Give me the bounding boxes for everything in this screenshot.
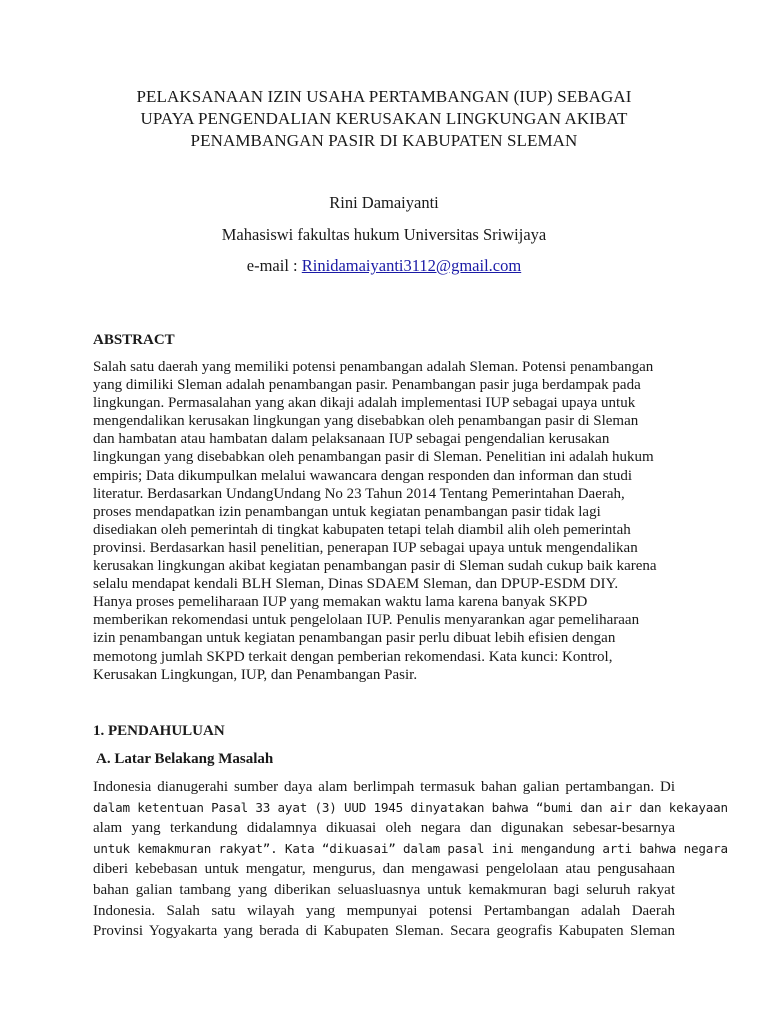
email-link[interactable]: Rinidamaiyanti3112@gmail.com [301,256,522,275]
abstract-line: lingkungan. Permasalahan yang akan dikaji adalah implementasi IUP sebagai upaya untuk [93,395,636,412]
abstract-line: yang dimiliki Sleman adalah penambangan pasir. Penambangan pasir juga berdampak pada [93,377,641,394]
author-name: Rini Damaiyanti [329,193,439,212]
body-line: bahan galian tambang yang diberikan seluasluasnya untuk kemakmuran bagi seluruh rakyat [93,881,675,898]
abstract-line: literatur. Berdasarkan UndangUndang No 23 Tahun 2014 Tentang Pemerintahan Daerah, [93,485,625,502]
author-affiliation: Mahasiswi fakultas hukum Universitas Sriwijaya [221,225,547,244]
abstract-line: dan hambatan atau hambatan dalam pelaksanaan IUP sebagai pengendalian kerusakan [93,431,610,448]
section-heading: 1. PENDAHULUAN [93,723,225,739]
abstract-line: empiris; Data dikumpulkan melalui wawancara dengan responden dan informan dan studi [93,467,633,484]
paper-title [60,86,708,152]
body-line: Indonesia. Salah satu wilayah yang mempunyai potensi Pertambangan adalah Daerah [93,902,675,919]
title-line: UPAYA PENGENDALIAN KERUSAKAN LINGKUNGAN AKIBAT [140,109,628,128]
body-line: Indonesia dianugerahi sumber daya alam berlimpah termasuk bahan galian pertambangan. Di [93,779,675,795]
body-line: alam yang terkandung didalamnya dikuasai oleh negara dan digunakan sebesar-besarnya [93,820,675,837]
abstract-line: Hanya proses pemeliharaan IUP yang memakan waktu lama karena banyak SKPD [93,594,588,611]
abstract-line: mengendalikan kerusakan lingkungan yang disebabkan oleh penambangan pasir di Sleman [93,413,639,430]
abstract-line: kerusakan lingkungan akibat kegiatan penambangan pasir di Sleman sudah cukup baik karena [93,558,657,575]
abstract-line: selalu mendapat kendali BLH Sleman, Dinas SDAEM Sleman, dan DPUP-ESDM DIY. [93,576,619,593]
abstract-line: memotong jumlah SKPD terkait dengan pemberian rekomendasi. Kata kunci: Kontrol, [93,648,613,665]
body-line: untuk kemakmuran rakyat”. Kata “dikuasai” dalam pasal ini mengandung arti bahwa negara [93,840,728,856]
subsection-heading: A. Latar Belakang Masalah [96,751,274,767]
body-line: diberi kebebasan untuk mengatur, mengurus, dan mengawasi pengelolaan atau pengusahaan [93,861,675,878]
title-line: PELAKSANAAN IZIN USAHA PERTAMBANGAN (IUP) SEBAGAI [136,87,632,106]
abstract-line: izin penambangan untuk kegiatan penambangan pasir perlu dibuat lebih efisien dengan [93,630,616,647]
author-email [0,256,768,276]
section-body [93,777,728,942]
abstract-line: disediakan oleh pemerintah di tingkat kabupaten tetapi telah diambil alih oleh pemerintah [93,521,631,538]
email-label: e-mail : [246,256,302,275]
abstract-line: provinsi. Berdasarkan hasil penelitian, penerapan IUP sebagai upaya untuk mengendalikan [93,539,638,556]
abstract-line: lingkungan yang disebabkan oleh penambangan pasir di Sleman. Penelitian ini adalah hukum [93,449,654,466]
title-line: PENAMBANGAN PASIR DI KABUPATEN SLEMAN [190,131,578,150]
abstract-line: proses mendapatkan izin penambangan untuk kegiatan penambangan pasir tidak lagi [93,503,601,520]
body-line: dalam ketentuan Pasal 33 ayat (3) UUD 1945 dinyatakan bahwa “bumi dan air dan kekayaan [93,799,728,815]
abstract-body [93,358,693,684]
abstract-heading: ABSTRACT [93,332,175,348]
body-line: Provinsi Yogyakarta yang berada di Kabupaten Sleman. Secara geografis Kabupaten Sleman [93,923,675,940]
abstract-line: Kerusakan Lingkungan, IUP, dan Penambangan Pasir. [93,666,418,683]
abstract-line: Salah satu daerah yang memiliki potensi penambangan adalah Sleman. Potensi penambangan [93,359,654,375]
abstract-line: memberikan rekomendasi untuk pengelolaan IUP. Penulis menyarankan agar pemeliharaan [93,612,640,629]
